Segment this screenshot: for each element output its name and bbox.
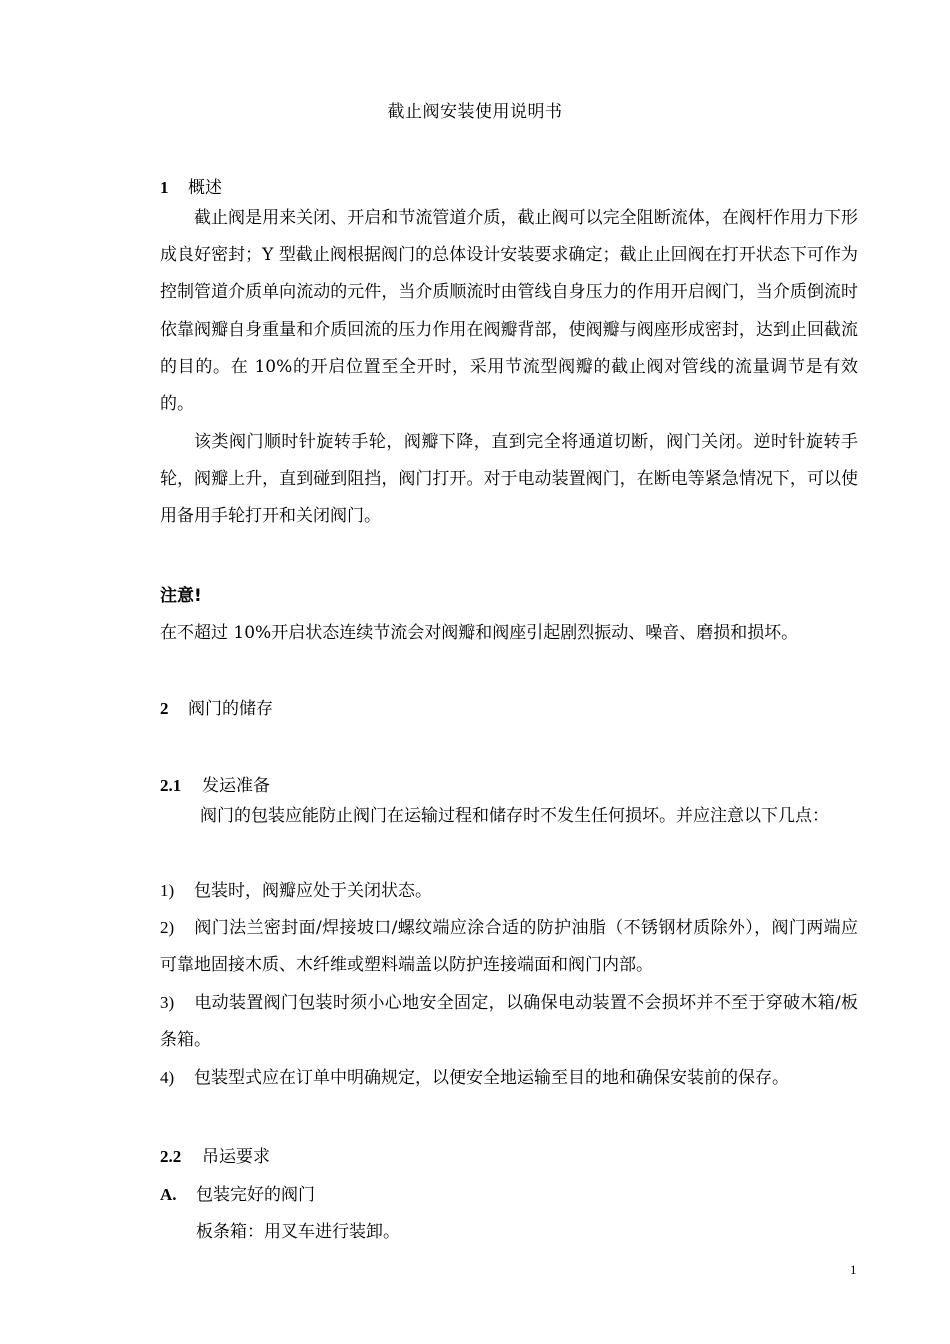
subsection-a-letter: A. — [160, 1185, 177, 1204]
subsection-a-title: 包装完好的阀门 — [196, 1185, 315, 1205]
list-item — [160, 984, 858, 1059]
section-2-heading — [160, 694, 273, 719]
page-number: 1 — [850, 1262, 857, 1277]
list-item — [160, 1059, 858, 1097]
section-1-heading — [160, 173, 222, 198]
list-item-number: 1) — [160, 881, 175, 900]
section-2-1-number: 2.1 — [160, 776, 182, 795]
section-1-paragraph-2: 该类阀门顺时针旋转手轮，阀瓣下降，直到完全将通道切断，阀门关闭。逆时针旋转手轮，阀瓣上升，直到碰到阻挡，阀门打开。对于电动装置阀门，在断电等紧急情况下，可以使用备用手轮打开和关闭阀门。 — [160, 432, 858, 527]
section-2-1-intro: 阀门的包装应能防止阀门在运输过程和储存时不发生任何损坏。并应注意以下几点： — [200, 806, 829, 826]
list-item-text: 电动装置阀门包装时须小心地安全固定，以确保电动装置不会损坏并不至于穿破木箱/板条箱。 — [160, 993, 858, 1051]
note-heading: 注意! — [160, 586, 202, 606]
section-1-title: 概述 — [188, 178, 222, 198]
section-2-number: 2 — [160, 699, 169, 718]
section-1-number: 1 — [160, 178, 169, 197]
list-item-number: 2) — [160, 918, 175, 937]
subsection-a-text: 板条箱：用叉车进行装卸。 — [196, 1222, 400, 1242]
section-2-2-heading — [160, 1142, 270, 1167]
list-item — [160, 872, 858, 910]
section-1-paragraph-1: 截止阀是用来关闭、开启和节流管道介质，截止阀可以完全阻断流体，在阀杆作用力下形成良好密封；Y 型截止阀根据阀门的总体设计安装要求确定；截止止回阀在打开状态下可作为控制管道介质单向流动的元件，当介质顺流时由管线自身压力的作用开启阀门，当介质倒流时依靠阀瓣自身重量和介质回流的压力作用在阀瓣背部，使阀瓣与阀座形成密封，达到止回截流的目的。在 10%的开启位置至全开时，采用节流型阀瓣的截止阀对管线的流量调节是有效的。 — [160, 208, 858, 415]
note-text: 在不超过 10%开启状态连续节流会对阀瓣和阀座引起剧烈振动、噪音、磨损和损坏。 — [160, 623, 799, 643]
list-item-text: 阀门法兰密封面/焊接坡口/螺纹端应涂合适的防护油脂（不锈钢材质除外），阀门两端应可靠地固接木质、木纤维或塑料端盖以防护连接端面和阀门内部。 — [160, 918, 858, 976]
document-title: 截止阀安装使用说明书 — [387, 102, 563, 122]
subsection-a-heading — [160, 1180, 315, 1205]
list-item-text: 包装型式应在订单中明确规定，以便安全地运输至目的地和确保安装前的保存。 — [194, 1068, 789, 1088]
section-2-2-number: 2.2 — [160, 1147, 182, 1166]
section-2-1-heading — [160, 771, 270, 796]
list-item — [160, 909, 858, 984]
list-item-number: 3) — [160, 993, 175, 1012]
section-2-1-title: 发运准备 — [202, 776, 270, 796]
section-2-title: 阀门的储存 — [188, 699, 273, 719]
section-2-2-title: 吊运要求 — [202, 1147, 270, 1167]
list-item-text: 包装时，阀瓣应处于关闭状态。 — [194, 881, 432, 901]
list-item-number: 4) — [160, 1068, 175, 1087]
